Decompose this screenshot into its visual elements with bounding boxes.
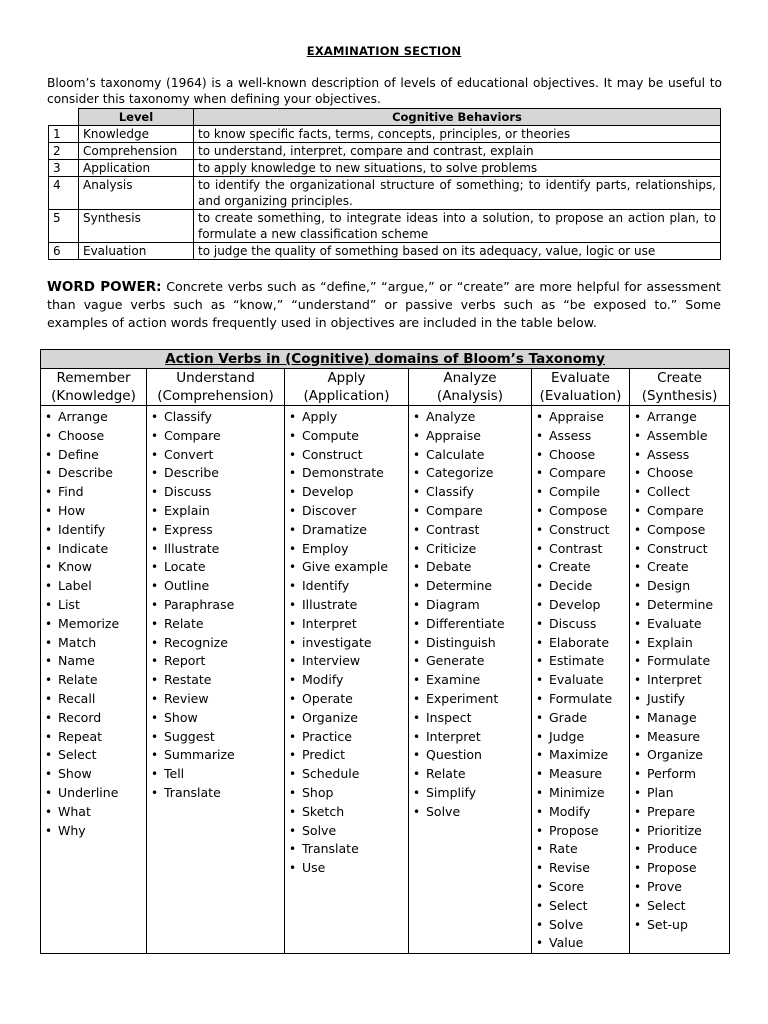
header-blank-cell <box>49 109 79 126</box>
verb-item: • Decide <box>536 577 629 596</box>
verb-item: • Arrange <box>634 408 729 427</box>
column-header-understand <box>147 369 285 406</box>
column-header-create <box>630 369 730 406</box>
verb-item: • Relate <box>413 765 531 784</box>
column-subtitle: (Comprehension) <box>157 388 274 404</box>
verb-item: • Apply <box>289 408 408 427</box>
verb-item: • How <box>45 502 146 521</box>
verb-item: • Employ <box>289 540 408 559</box>
level-name: Application <box>79 160 194 177</box>
action-verbs-table <box>40 349 730 954</box>
verb-item: • Design <box>634 577 729 596</box>
column-subtitle: (Evaluation) <box>539 388 622 404</box>
bloom-levels-table <box>48 108 721 260</box>
intro-paragraph: Bloom’s taxonomy (1964) is a well-known description of levels of educational objectives. It may be useful to consider this taxonomy when defining your objectives. <box>47 76 722 106</box>
verb-item: • Compute <box>289 427 408 446</box>
verb-item: • Calculate <box>413 446 531 465</box>
verb-item: • Identify <box>289 577 408 596</box>
verb-item: • Locate <box>151 558 284 577</box>
verb-item: • Repeat <box>45 728 146 747</box>
verb-item: • Recall <box>45 690 146 709</box>
verb-item: • Translate <box>289 840 408 859</box>
verb-item: • Determine <box>413 577 531 596</box>
verb-item: • Justify <box>634 690 729 709</box>
verbs-body-row <box>41 406 730 954</box>
level-row <box>49 243 721 260</box>
verb-list-cell <box>41 406 147 954</box>
verb-item: • Find <box>45 483 146 502</box>
verb-item: • Compile <box>536 483 629 502</box>
verb-item: • Show <box>151 709 284 728</box>
verb-item: • Identify <box>45 521 146 540</box>
verb-item: • Experiment <box>413 690 531 709</box>
verb-item: • Arrange <box>45 408 146 427</box>
verb-item: • Outline <box>151 577 284 596</box>
verb-item: • Why <box>45 822 146 841</box>
column-name: Create <box>657 370 702 386</box>
verb-item: • Schedule <box>289 765 408 784</box>
verb-item: • Select <box>634 897 729 916</box>
column-name: Apply <box>327 370 366 386</box>
verb-item: • Develop <box>289 483 408 502</box>
level-number: 2 <box>49 143 79 160</box>
word-power-lead: WORD POWER: <box>47 279 162 295</box>
level-behavior: to identify the organizational structure of something; to identify parts, relationships, and organizing principles. <box>194 177 721 210</box>
verb-item: • Describe <box>151 464 284 483</box>
level-name: Synthesis <box>79 210 194 243</box>
level-behavior: to judge the quality of something based on its adequacy, value, logic or use <box>194 243 721 260</box>
verb-item: • Compare <box>151 427 284 446</box>
verb-item: • Prepare <box>634 803 729 822</box>
verb-item: • Memorize <box>45 615 146 634</box>
verb-item: • Propose <box>634 859 729 878</box>
verb-list <box>413 408 531 822</box>
verb-item: • Formulate <box>634 652 729 671</box>
verb-item: • Explain <box>634 634 729 653</box>
verb-item: • Relate <box>45 671 146 690</box>
verb-item: • Analyze <box>413 408 531 427</box>
column-subtitle: (Analysis) <box>436 388 504 404</box>
verb-item: • Prove <box>634 878 729 897</box>
verb-item: • Name <box>45 652 146 671</box>
verb-item: • Review <box>151 690 284 709</box>
verb-item: • List <box>45 596 146 615</box>
verbs-table-title: Action Verbs in (Cognitive) domains of Bloom’s Taxonomy <box>41 350 730 369</box>
verb-item: • Minimize <box>536 784 629 803</box>
verb-item: • Compose <box>536 502 629 521</box>
verb-item: • Manage <box>634 709 729 728</box>
verb-item: • Judge <box>536 728 629 747</box>
verbs-column-header-row <box>41 369 730 406</box>
verb-item: • Measure <box>536 765 629 784</box>
verb-item: • Shop <box>289 784 408 803</box>
verb-item: • Rate <box>536 840 629 859</box>
verb-list-cell <box>147 406 285 954</box>
verb-item: • Translate <box>151 784 284 803</box>
verb-item: • Express <box>151 521 284 540</box>
verb-item: • Solve <box>536 916 629 935</box>
verb-item: • Modify <box>536 803 629 822</box>
section-title: EXAMINATION SECTION <box>306 44 462 58</box>
column-header-remember <box>41 369 147 406</box>
verb-item: • Perform <box>634 765 729 784</box>
column-name: Analyze <box>443 370 497 386</box>
verb-item: • Maximize <box>536 746 629 765</box>
verb-item: • Classify <box>413 483 531 502</box>
verb-item: • Illustrate <box>151 540 284 559</box>
level-row <box>49 126 721 143</box>
verb-item: • Compare <box>536 464 629 483</box>
verb-item: • Operate <box>289 690 408 709</box>
verb-item: • Assess <box>634 446 729 465</box>
verb-item: • Construct <box>289 446 408 465</box>
level-behavior: to create something, to integrate ideas into a solution, to propose an action plan, to formulate a new classification scheme <box>194 210 721 243</box>
verbs-title-row <box>41 350 730 369</box>
verb-item: • Choose <box>45 427 146 446</box>
verb-item: • Tell <box>151 765 284 784</box>
verb-list-cell <box>409 406 532 954</box>
verb-item: • Interview <box>289 652 408 671</box>
verb-item: • Evaluate <box>634 615 729 634</box>
level-name: Knowledge <box>79 126 194 143</box>
verb-item: • Sketch <box>289 803 408 822</box>
verb-item: • Prioritize <box>634 822 729 841</box>
verb-item: • Define <box>45 446 146 465</box>
verb-item: • Appraise <box>413 427 531 446</box>
column-subtitle: (Application) <box>303 388 390 404</box>
level-number: 5 <box>49 210 79 243</box>
verb-item: • Revise <box>536 859 629 878</box>
verb-item: • Report <box>151 652 284 671</box>
verb-list <box>536 408 629 953</box>
verb-item: • Distinguish <box>413 634 531 653</box>
verb-item: • Solve <box>289 822 408 841</box>
verb-item: • Construct <box>536 521 629 540</box>
column-header-evaluate <box>532 369 630 406</box>
column-header-analyze <box>409 369 532 406</box>
verb-item: • Elaborate <box>536 634 629 653</box>
verb-item: • Give example <box>289 558 408 577</box>
verb-list-cell <box>532 406 630 954</box>
verb-item: • Label <box>45 577 146 596</box>
verb-item: • Predict <box>289 746 408 765</box>
verb-item: • Know <box>45 558 146 577</box>
verb-list-cell <box>630 406 730 954</box>
verb-item: • Recognize <box>151 634 284 653</box>
verb-item: • Interpret <box>413 728 531 747</box>
verb-item: • Convert <box>151 446 284 465</box>
verb-item: • Compose <box>634 521 729 540</box>
verb-item: • Assess <box>536 427 629 446</box>
verb-item: • Assemble <box>634 427 729 446</box>
verb-item: • Create <box>536 558 629 577</box>
level-row <box>49 143 721 160</box>
verb-item: • Modify <box>289 671 408 690</box>
levels-header-row <box>49 109 721 126</box>
level-number: 4 <box>49 177 79 210</box>
verb-item: • Compare <box>634 502 729 521</box>
verb-item: • Dramatize <box>289 521 408 540</box>
level-name: Analysis <box>79 177 194 210</box>
column-subtitle: (Knowledge) <box>51 388 136 404</box>
verb-item: • What <box>45 803 146 822</box>
column-name: Remember <box>56 370 131 386</box>
verb-item: • Estimate <box>536 652 629 671</box>
verb-item: • Contrast <box>413 521 531 540</box>
verb-list <box>634 408 729 934</box>
verb-item: • Generate <box>413 652 531 671</box>
verb-list-cell <box>285 406 409 954</box>
verb-item: • Examine <box>413 671 531 690</box>
verb-item: • Criticize <box>413 540 531 559</box>
word-power-text: Concrete verbs such as “define,” “argue,” or “create” are more helpful for assessment than vague verbs such as “know,” “understand” or passive verbs such as “be exposed to.” Some examples of action words frequently used in objectives are included in the table below. <box>47 279 721 330</box>
level-name: Evaluation <box>79 243 194 260</box>
verb-item: • Value <box>536 934 629 953</box>
verb-item: • Compare <box>413 502 531 521</box>
verb-item: • Interpret <box>634 671 729 690</box>
verb-item: • Evaluate <box>536 671 629 690</box>
level-row <box>49 210 721 243</box>
level-number: 3 <box>49 160 79 177</box>
level-row <box>49 177 721 210</box>
verb-item: • Paraphrase <box>151 596 284 615</box>
verb-item: • Choose <box>634 464 729 483</box>
verb-item: • Select <box>45 746 146 765</box>
level-name: Comprehension <box>79 143 194 160</box>
column-header-apply <box>285 369 409 406</box>
verb-item: • Interpret <box>289 615 408 634</box>
verb-item: • Appraise <box>536 408 629 427</box>
verb-item: • Discover <box>289 502 408 521</box>
level-behavior: to know specific facts, terms, concepts, principles, or theories <box>194 126 721 143</box>
verb-item: • Discuss <box>536 615 629 634</box>
verb-item: • Grade <box>536 709 629 728</box>
verb-item: • Collect <box>634 483 729 502</box>
verb-item: • Underline <box>45 784 146 803</box>
verb-item: • Question <box>413 746 531 765</box>
column-subtitle: (Synthesis) <box>641 388 718 404</box>
verb-item: • Demonstrate <box>289 464 408 483</box>
verb-item: • Record <box>45 709 146 728</box>
verb-item: • Measure <box>634 728 729 747</box>
verb-item: • Suggest <box>151 728 284 747</box>
verb-item: • Determine <box>634 596 729 615</box>
verb-item: • Indicate <box>45 540 146 559</box>
verb-item: • Set-up <box>634 916 729 935</box>
verb-item: • Score <box>536 878 629 897</box>
verb-item: • Inspect <box>413 709 531 728</box>
verb-item: • Construct <box>634 540 729 559</box>
verb-item: • Describe <box>45 464 146 483</box>
verb-item: • Categorize <box>413 464 531 483</box>
verb-item: • Use <box>289 859 408 878</box>
verb-item: • Summarize <box>151 746 284 765</box>
verb-item: • Relate <box>151 615 284 634</box>
level-number: 1 <box>49 126 79 143</box>
verb-item: • Contrast <box>536 540 629 559</box>
verb-list <box>151 408 284 803</box>
verb-item: • Choose <box>536 446 629 465</box>
verb-item: • Differentiate <box>413 615 531 634</box>
column-name: Evaluate <box>551 370 610 386</box>
verb-item: • Classify <box>151 408 284 427</box>
verb-item: • Debate <box>413 558 531 577</box>
word-power-paragraph <box>47 278 721 332</box>
verb-item: • Simplify <box>413 784 531 803</box>
header-level: Level <box>79 109 194 126</box>
verb-item: • Practice <box>289 728 408 747</box>
verb-item: • Develop <box>536 596 629 615</box>
verb-item: • Plan <box>634 784 729 803</box>
verb-item: • Organize <box>289 709 408 728</box>
header-cognitive-behaviors: Cognitive Behaviors <box>194 109 721 126</box>
level-row <box>49 160 721 177</box>
verb-item: • Illustrate <box>289 596 408 615</box>
verb-item: • Diagram <box>413 596 531 615</box>
verb-list <box>45 408 146 840</box>
verb-item: • Show <box>45 765 146 784</box>
column-name: Understand <box>176 370 255 386</box>
verb-item: • Create <box>634 558 729 577</box>
verb-item: • investigate <box>289 634 408 653</box>
level-behavior: to apply knowledge to new situations, to solve problems <box>194 160 721 177</box>
verb-item: • Propose <box>536 822 629 841</box>
level-behavior: to understand, interpret, compare and contrast, explain <box>194 143 721 160</box>
verb-item: • Formulate <box>536 690 629 709</box>
verb-item: • Produce <box>634 840 729 859</box>
level-number: 6 <box>49 243 79 260</box>
verb-item: • Restate <box>151 671 284 690</box>
verb-item: • Solve <box>413 803 531 822</box>
verb-item: • Explain <box>151 502 284 521</box>
verb-item: • Select <box>536 897 629 916</box>
verb-item: • Discuss <box>151 483 284 502</box>
verb-item: • Organize <box>634 746 729 765</box>
verb-list <box>289 408 408 878</box>
verb-item: • Match <box>45 634 146 653</box>
